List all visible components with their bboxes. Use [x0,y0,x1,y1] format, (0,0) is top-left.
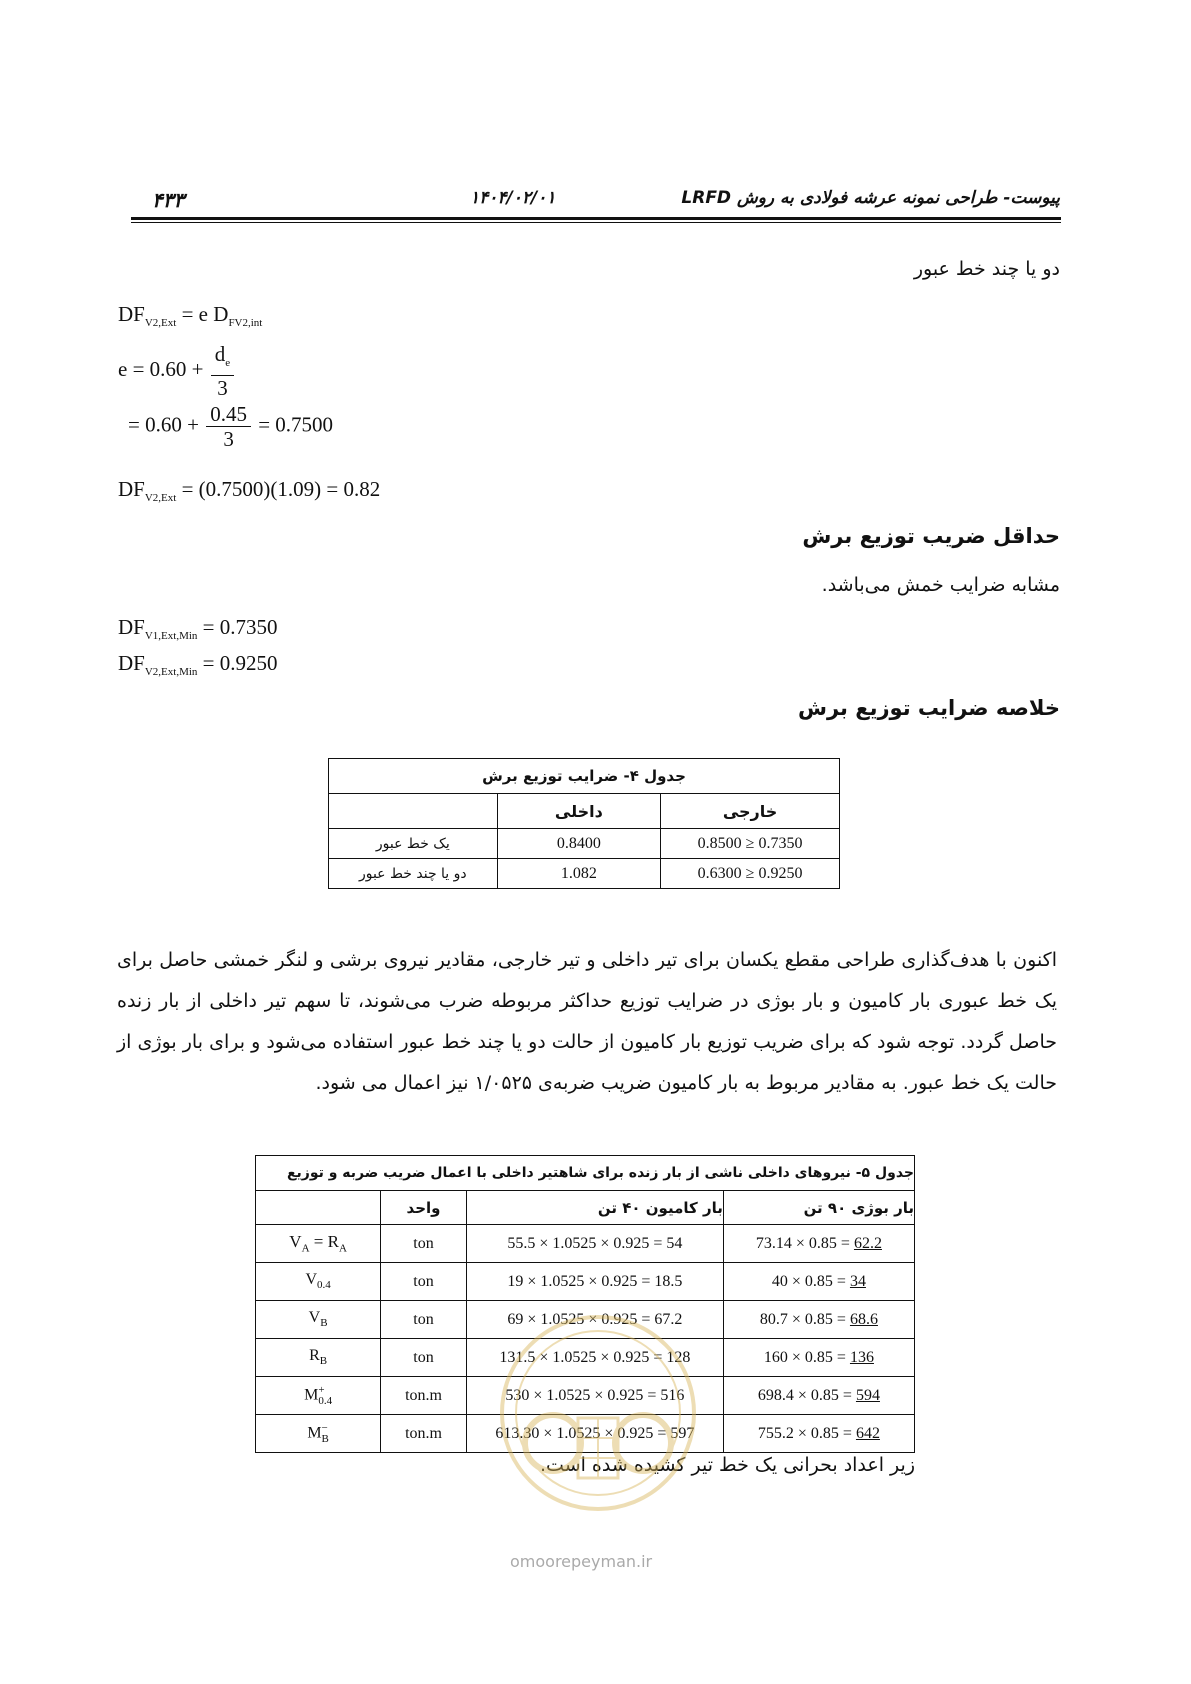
symbol-cell: $R_B$ [256,1339,381,1377]
critical-value: 642 [855,1424,880,1442]
table-header: بار بوژی ۹۰ تن [723,1191,914,1225]
header-title: پیوست- طراحی نمونه عرشه فولادی به روش LRFD [681,188,1060,208]
table-header: بار کامیون ۴۰ تن [466,1191,723,1225]
bogie-cell: 160 × 0.85 = 136 [723,1339,914,1377]
table-header [256,1191,381,1225]
critical-value: 594 [855,1386,880,1404]
critical-value: 62.2 [853,1234,882,1252]
unit-cell: ton [381,1225,467,1263]
watermark-site: omoorepeyman.ir [510,1552,653,1571]
truck-cell: 131.5 × 1.0525 × 0.925 = 128 [466,1339,723,1377]
unit-cell: ton.m [381,1415,467,1453]
symbol-cell: M + 0.4 [256,1377,381,1415]
table-row [256,1263,915,1301]
truck-cell: 613.30 × 1.0525 × 0.925 = 597 [466,1415,723,1453]
critical-value: 136 [849,1348,874,1366]
header-rule [131,217,1061,220]
heading-summary: خلاصه ضرایب توزیع برش [797,696,1060,720]
unit-cell: ton [381,1301,467,1339]
symbol-cell: M − B [256,1415,381,1453]
table-row: یک خط عبور 0.8400 0.8500 ≥ 0.7350 [329,829,840,859]
equation-df-v2-min: $DF_{V2,Ext,Min} = 0.9250$ [118,651,278,678]
unit-cell: ton.m [381,1377,467,1415]
bogie-cell: 755.2 × 0.85 = 642 [723,1415,914,1453]
truck-cell: 19 × 1.0525 × 0.925 = 18.5 [466,1263,723,1301]
symbol-cell: $V_{0.4}$ [256,1263,381,1301]
table-caption: جدول ۴- ضرایب توزیع برش [329,759,840,794]
table-row: دو یا چند خط عبور 1.082 0.6300 ≥ 0.9250 [329,859,840,889]
equation-df-v1-min: $DF_{V1,Ext,Min} = 0.7350$ [118,615,278,642]
heading-min-shear: حداقل ضریب توزیع برش [802,524,1060,548]
symbol-cell: $V_B$ [256,1301,381,1339]
table-header: داخلی [497,794,661,829]
unit-cell: ton [381,1263,467,1301]
equation-e: e = 0.60 + $\frac{d_e}{3}$ [118,342,236,400]
table-caption: جدول ۵- نیروهای داخلی ناشی از بار زنده برای شاهتیر داخلی با اعمال ضریب ضربه و توزیع [256,1156,915,1191]
truck-cell: 55.5 × 1.0525 × 0.925 = 54 [466,1225,723,1263]
unit-cell: ton [381,1339,467,1377]
watermark-logo-icon [483,1308,713,1518]
table-shear-distribution [328,758,840,889]
truck-cell: 69 × 1.0525 × 0.925 = 67.2 [466,1301,723,1339]
equation-df-v2-ext-result: $DF_{V2,Ext} = (0.7500)(1.09) = 0.82$ [118,477,381,504]
table-row [256,1225,915,1263]
truck-cell: 530 × 1.0525 × 0.925 = 516 [466,1377,723,1415]
equation-df-v2-ext: $DF_{V2,Ext} = e$ $D_{FV2,int}$ [118,302,263,329]
paragraph-body: اکنون با هدف‌گذاری طراحی مقطع یکسان برای تیر داخلی و تیر خارجی، مقادیر نیروی برشی و لنگر خمشی حاصل برای یک خط عبوری بار کامیون و بار بوژی در ضرایب توزیع حداکثر مربوطه ضرب می‌شوند، تا سهم تیر داخلی از بار زنده حاصل گردد. توجه شود که برای ضریب توزیع بار کامیون از حالت دو یا چند خط عبور استفاده می‌شود و برای بار بوژی از حالت یک خط عبور. به مقادیر مربوط به بار کامیون ضریب ضربه‌ی ۱/۰۵۲۵ نیز اعمال می شود. [117,949,1057,1094]
table-header: خارجی [661,794,840,829]
bogie-cell: 698.4 × 0.85 = 594 [723,1377,914,1415]
table-header [329,794,498,829]
note-underline: زیر اعداد بحرانی یک خط تیر کشیده شده است. [540,1454,916,1476]
bogie-cell: 80.7 × 0.85 = 68.6 [723,1301,914,1339]
equation-e-value: = 0.60 + $\frac{0.45}{3}$ = 0.7500 [128,402,334,451]
critical-value: 34 [849,1272,866,1290]
header-rule-thin [131,222,1061,223]
text-similar: مشابه ضرایب خمش می‌باشد. [821,574,1060,596]
table-header: واحد [381,1191,467,1225]
symbol-cell: $V_A = R_A$ [256,1225,381,1263]
bogie-cell: 40 × 0.85 = 34 [723,1263,914,1301]
page-number: ۴۳۳ [152,188,185,212]
critical-value: 68.6 [849,1310,878,1328]
header-date: ۱۴۰۴/۰۲/۰۱ [470,188,556,208]
subheading-two-lanes: دو یا چند خط عبور [913,258,1060,280]
bogie-cell: 73.14 × 0.85 = 62.2 [723,1225,914,1263]
